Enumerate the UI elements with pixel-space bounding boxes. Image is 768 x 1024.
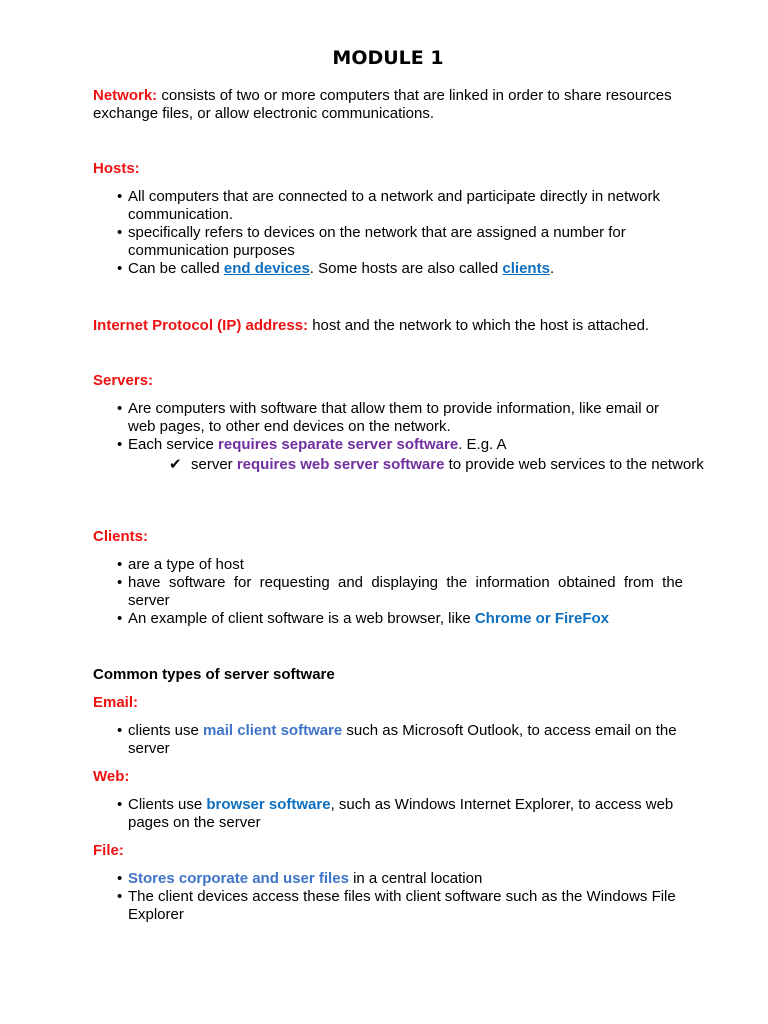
email-heading: Email: (93, 694, 139, 711)
web-list (93, 796, 683, 832)
network-label: Network: (93, 87, 158, 104)
clients-link[interactable]: clients (502, 260, 550, 277)
list-item (93, 224, 683, 260)
bullet-icon: • (117, 260, 123, 277)
bullet-icon: • (117, 436, 123, 453)
list-item-text: are a type of host (128, 556, 244, 573)
bullet-icon: • (117, 400, 123, 417)
list-item-text: Are computers with software that allow them to provide information, like email or web pages, to other end devices on the network. (128, 400, 660, 435)
servers-list (93, 400, 683, 454)
list-item-text: Can be called (128, 260, 224, 277)
bullet-icon: • (117, 610, 123, 627)
hosts-heading: Hosts: (93, 160, 140, 177)
ip-paragraph (93, 317, 683, 335)
bullet-icon: • (117, 556, 123, 573)
list-item-text: to provide web services to the network (444, 456, 704, 473)
bullet-icon: • (117, 870, 123, 887)
list-item-text: . Some hosts are also called (309, 260, 503, 277)
list-item (93, 870, 683, 888)
list-item-text: such as Microsoft Outlook, to access email on the server (128, 722, 677, 757)
list-item (93, 436, 683, 454)
list-item-text: server (191, 456, 237, 473)
network-definition: consists of two or more computers that are linked in order to share resources exchange files, or allow electronic communications. (93, 87, 672, 122)
bullet-icon: • (117, 722, 123, 739)
list-item-text: , such as Windows Internet Explorer, to access web pages on the server (128, 796, 674, 831)
hosts-list (93, 188, 683, 278)
list-item-text: . (549, 260, 555, 277)
highlight-text: requires separate server software (218, 436, 459, 453)
document-page (93, 0, 704, 923)
clients-list (93, 556, 683, 628)
list-item-text: Each service (128, 436, 219, 453)
ip-definition: host and the network to which the host is attached. (308, 317, 650, 334)
checkmark-icon: ✔ (169, 455, 182, 473)
list-item-text: have software for requesting and displaying the information obtained from the server (128, 574, 683, 609)
file-heading: File: (93, 842, 124, 859)
list-item (93, 400, 683, 436)
clients-heading: Clients: (93, 528, 149, 545)
highlight-text: Stores corporate and user files (128, 870, 349, 887)
list-item-text: . E.g. A (458, 436, 507, 453)
list-item (93, 796, 683, 832)
bullet-icon: • (117, 796, 123, 813)
list-item (93, 610, 683, 628)
list-item (93, 888, 683, 924)
list-item-text: The client devices access these files with client software such as the Windows File Explorer (128, 888, 676, 923)
list-item-text: clients use (128, 722, 204, 739)
list-item-text: An example of client software is a web browser, like (128, 610, 475, 627)
bullet-icon: • (117, 888, 123, 905)
end-devices-link[interactable]: end devices (223, 260, 310, 277)
common-types-heading: Common types of server software (93, 666, 335, 683)
email-list (93, 722, 683, 758)
list-item (93, 188, 683, 224)
highlight-text: mail client software (203, 722, 343, 739)
list-item-text: Clients use (128, 796, 207, 813)
server-check-item (93, 455, 768, 474)
page-title: MODULE 1 (332, 47, 444, 69)
list-item (93, 556, 683, 574)
network-paragraph (93, 87, 683, 123)
list-item (93, 260, 683, 278)
highlight-text: requires web server software (236, 456, 445, 473)
highlight-text: browser software (206, 796, 331, 813)
bullet-icon: • (117, 224, 123, 241)
bullet-icon: • (117, 188, 123, 205)
ip-label: Internet Protocol (IP) address: (93, 317, 309, 334)
list-item-text: in a central location (348, 870, 483, 887)
list-item (93, 574, 683, 610)
bullet-icon: • (117, 574, 123, 591)
file-list (93, 870, 683, 924)
list-item-text: All computers that are connected to a network and participate directly in network communication. (128, 188, 660, 223)
web-heading: Web: (93, 768, 130, 785)
servers-heading: Servers: (93, 372, 154, 389)
highlight-text: Chrome or FireFox (474, 610, 610, 627)
list-item (93, 722, 683, 758)
list-item-text: specifically refers to devices on the network that are assigned a number for communication purposes (128, 224, 626, 259)
